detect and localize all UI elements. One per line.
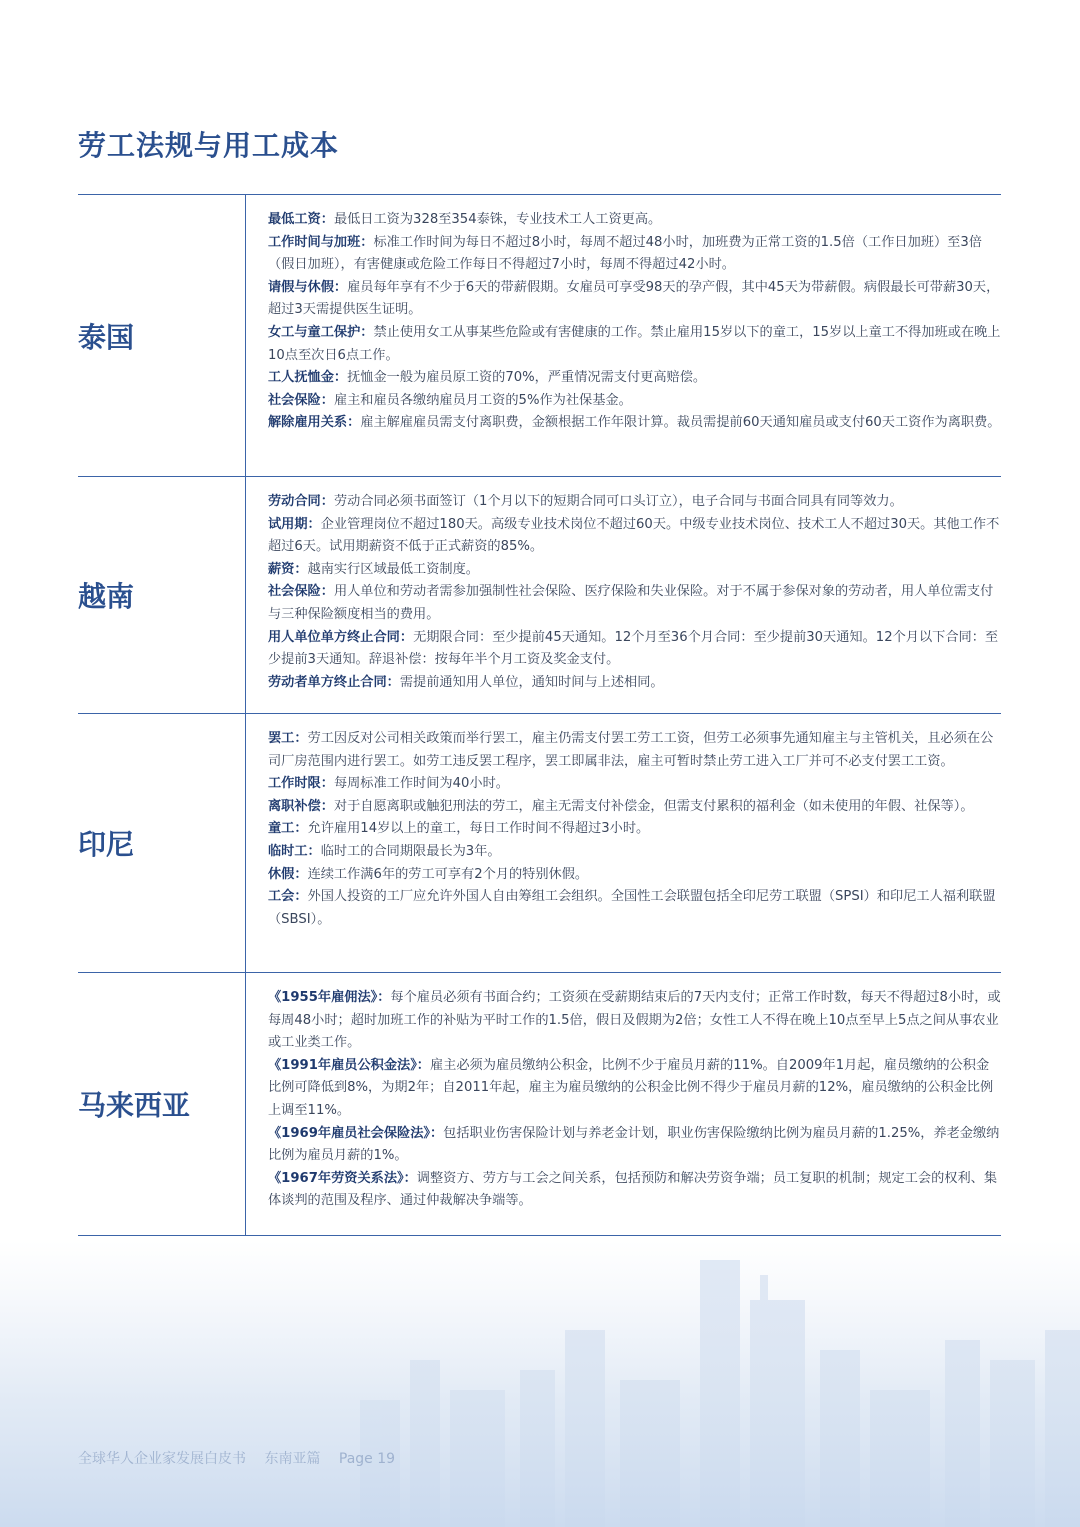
item-text: 包括职业伤害保险计划与养老金计划，职业伤害保险缴纳比例为雇员月薪的1.25%，养老金缴纳比例为雇员月薪的1%。 bbox=[268, 1125, 1000, 1164]
item-text: 每个雇员必须有书面合约；工资须在受薪期结束后的7天内支付；正常工作时数，每天不得超过8小时，或每周48小时；超时加班工作的补贴为平时工作的1.5倍，假日及假期为2倍；女性工人不得在晚上10点至早上5点之间从事农业或工业类工作。 bbox=[268, 990, 1001, 1051]
table-row-malaysia bbox=[78, 972, 1001, 1236]
row-content bbox=[246, 973, 1001, 1235]
footer-book-title: 全球华人企业家发展白皮书 bbox=[78, 1451, 246, 1467]
item-text: 越南实行区域最低工资制度。 bbox=[307, 561, 479, 577]
list-item bbox=[268, 1168, 1001, 1213]
country-name: 马来西亚 bbox=[78, 973, 246, 1235]
item-text: 劳工因反对公司相关政策而举行罢工，雇主仍需支付罢工劳工工资，但劳工必须事先通知雇主与主管机关，且必须在公司厂房范围内进行罢工。如劳工违反罢工程序，罢工即属非法，雇主可暂时禁止劳工进入工厂并可不必支付罢工工资。 bbox=[268, 731, 994, 769]
item-text: 雇主必须为雇员缴纳公积金，比例不少于雇员月薪的11%。自2009年1月起，雇员缴纳的公积金比例可降低到8%，为期2年；自2011年起，雇主为雇员缴纳的公积金比例不得少于雇员月薪的12%，雇员缴纳的公积金比例上调至11%。 bbox=[268, 1057, 994, 1118]
list-item bbox=[268, 491, 1001, 514]
list-item bbox=[268, 1123, 1001, 1168]
item-text: 用人单位和劳动者需参加强制性社会保险、医疗保险和失业保险。对于不属于参保对象的劳动者，用人单位需支付与三种保险额度相当的费用。 bbox=[268, 584, 994, 622]
item-text: 调整资方、劳方与工会之间关系，包括预防和解决劳资争端；员工复职的机制；规定工会的权利、集体谈判的范围及程序、通过仲裁解决争端等。 bbox=[268, 1170, 998, 1209]
item-text: 雇员每年享有不少于6天的带薪假期。女雇员可享受98天的孕产假，其中45天为带薪假。病假最长可带薪30天，超过3天需提供医生证明。 bbox=[268, 279, 1000, 318]
list-item bbox=[268, 886, 1001, 931]
list-item bbox=[268, 818, 1001, 841]
item-text: 企业管理岗位不超过180天。高级专业技术岗位不超过60天。中级专业技术岗位、技术工人不超过30天。其他工作不超过6天。试用期薪资不低于正式薪资的85%。 bbox=[268, 516, 1000, 555]
table-row-vietnam bbox=[78, 476, 1001, 713]
table-row-thailand bbox=[78, 194, 1001, 476]
item-label: 童工： bbox=[268, 821, 308, 837]
item-label: 离职补偿： bbox=[268, 798, 334, 814]
item-text: 每周标准工作时间为40小时。 bbox=[333, 776, 509, 792]
item-label: 解除雇用关系： bbox=[268, 415, 361, 431]
list-item bbox=[268, 728, 1001, 773]
country-name: 越南 bbox=[78, 477, 246, 713]
item-label: 工会： bbox=[268, 889, 308, 905]
item-text: 临时工的合同期限最长为3年。 bbox=[320, 843, 501, 859]
list-item bbox=[268, 322, 1001, 367]
footer-section: 东南亚篇 bbox=[264, 1451, 321, 1467]
item-label: 《1967年劳资关系法》： bbox=[268, 1170, 417, 1186]
page-title: 劳工法规与用工成本 bbox=[78, 129, 340, 162]
item-label: 罢工： bbox=[268, 731, 308, 746]
item-text: 劳动合同必须书面签订（1个月以下的短期合同可口头订立），电子合同与书面合同具有同等效力。 bbox=[333, 494, 903, 509]
item-label: 休假： bbox=[268, 866, 308, 882]
item-text: 雇主和雇员各缴纳雇员月工资的5%作为社保基金。 bbox=[333, 392, 632, 408]
item-label: 试用期： bbox=[268, 516, 321, 532]
item-label: 社会保险： bbox=[268, 392, 334, 408]
list-item bbox=[268, 864, 1001, 887]
list-item bbox=[268, 773, 1001, 796]
item-label: 《1969年雇员社会保险法》： bbox=[268, 1125, 444, 1141]
item-label: 薪资： bbox=[268, 561, 308, 577]
item-text: 外国人投资的工厂应允许外国人自由筹组工会组织。全国性工会联盟包括全印尼劳工联盟（SPSI）和印尼工人福利联盟（SBSI）。 bbox=[268, 889, 996, 927]
list-item bbox=[268, 672, 1001, 695]
list-item bbox=[268, 627, 1001, 672]
item-text: 最低日工资为328至354泰铢，专业技术工人工资更高。 bbox=[333, 212, 662, 227]
item-label: 劳动合同： bbox=[268, 494, 334, 509]
item-label: 最低工资： bbox=[268, 212, 334, 227]
item-label: 工人抚恤金： bbox=[268, 370, 348, 386]
item-text: 允许雇用14岁以上的童工，每日工作时间不得超过3小时。 bbox=[307, 821, 650, 837]
item-text: 抚恤金一般为雇员原工资的70%，严重情况需支付更高赔偿。 bbox=[347, 370, 707, 386]
list-item bbox=[268, 209, 1001, 232]
item-text: 禁止使用女工从事某些危险或有害健康的工作。禁止雇用15岁以下的童工，15岁以上童工不得加班或在晚上10点至次日6点工作。 bbox=[268, 324, 1001, 363]
country-name: 泰国 bbox=[78, 195, 246, 476]
list-item bbox=[268, 1055, 1001, 1123]
city-skyline-illustration bbox=[0, 1240, 1080, 1527]
item-label: 请假与休假： bbox=[268, 279, 348, 295]
list-item bbox=[268, 514, 1001, 559]
item-label: 临时工： bbox=[268, 843, 321, 859]
row-content bbox=[246, 477, 1001, 713]
row-content bbox=[246, 714, 1001, 972]
item-label: 用人单位单方终止合同： bbox=[268, 629, 414, 645]
list-item bbox=[268, 796, 1001, 819]
item-text: 无期限合同：至少提前45天通知。12个月至36个月合同：至少提前30天通知。12个月以下合同：至少提前3天通知。辞退补偿：按每年半个月工资及奖金支付。 bbox=[268, 629, 999, 668]
item-text: 对于自愿离职或触犯刑法的劳工，雇主无需支付补偿金，但需支付累积的福利金（如未使用的年假、社保等）。 bbox=[333, 798, 974, 814]
page-footer bbox=[78, 1448, 409, 1468]
list-item bbox=[268, 277, 1001, 322]
country-table bbox=[78, 194, 1001, 1236]
item-label: 工作时间与加班： bbox=[268, 234, 374, 250]
item-label: 女工与童工保护： bbox=[268, 324, 374, 340]
item-text: 标准工作时间为每日不超过8小时，每周不超过48小时，加班费为正常工资的1.5倍（工作日加班）至3倍（假日加班），有害健康或危险工作每日不得超过7小时，每周不得超过42小时。 bbox=[268, 234, 982, 273]
item-text: 雇主解雇雇员需支付离职费，金额根据工作年限计算。裁员需提前60天通知雇员或支付60天工资作为离职费。 bbox=[360, 415, 1001, 431]
list-item bbox=[268, 367, 1001, 390]
row-content bbox=[246, 195, 1001, 476]
list-item bbox=[268, 390, 1001, 413]
item-label: 《1991年雇员公积金法》： bbox=[268, 1057, 430, 1073]
list-item bbox=[268, 559, 1001, 582]
table-row-indonesia bbox=[78, 713, 1001, 972]
list-item bbox=[268, 232, 1001, 277]
list-item bbox=[268, 581, 1001, 626]
footer-page-number: Page 19 bbox=[338, 1451, 396, 1467]
item-label: 社会保险： bbox=[268, 584, 334, 600]
item-text: 需提前通知用人单位，通知时间与上述相同。 bbox=[399, 674, 664, 690]
item-label: 劳动者单方终止合同： bbox=[268, 674, 400, 690]
list-item bbox=[268, 412, 1001, 435]
list-item bbox=[268, 987, 1001, 1055]
item-label: 工作时限： bbox=[268, 776, 334, 792]
item-text: 连续工作满6年的劳工可享有2个月的特别休假。 bbox=[307, 866, 589, 882]
item-label: 《1955年雇佣法》： bbox=[268, 990, 391, 1005]
country-name: 印尼 bbox=[78, 714, 246, 972]
list-item bbox=[268, 841, 1001, 864]
